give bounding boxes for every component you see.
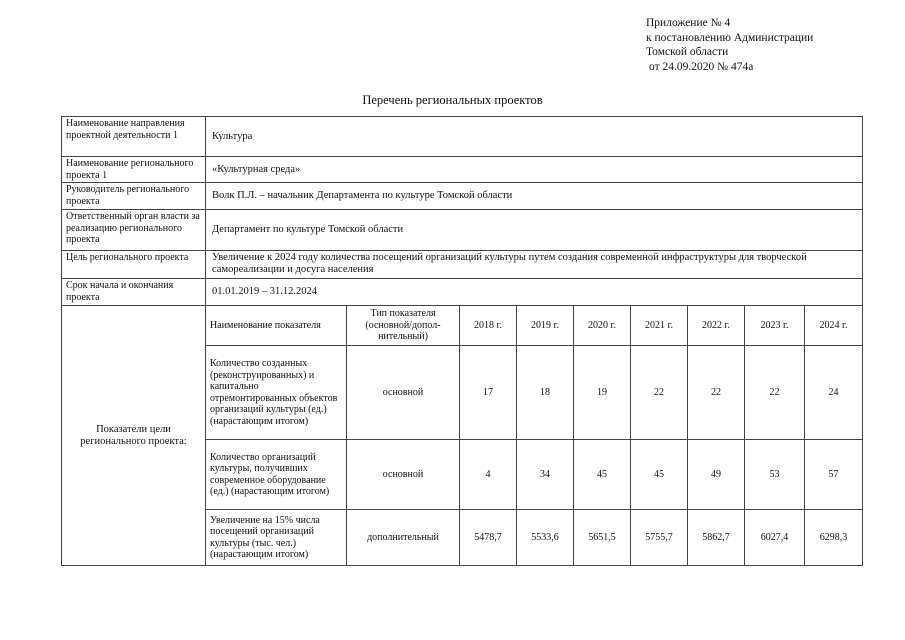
indicator-value: 17 xyxy=(460,346,517,440)
row-value: Департамент по культуре Томской области xyxy=(206,210,863,251)
indicator-value: 53 xyxy=(745,440,805,510)
indicator-name: Увеличение на 15% числа посещений организаций культуры (тыс. чел.) (нарастающим итогом) xyxy=(206,510,347,566)
row-value: Культура xyxy=(206,117,863,157)
projects-table xyxy=(61,116,863,566)
indicator-value: 34 xyxy=(517,440,574,510)
indicator-value: 22 xyxy=(745,346,805,440)
indicator-value: 5533,6 xyxy=(517,510,574,566)
indicator-value: 19 xyxy=(574,346,631,440)
row-project xyxy=(62,157,863,183)
row-authority xyxy=(62,210,863,251)
indicator-value: 45 xyxy=(574,440,631,510)
row-period xyxy=(62,279,863,306)
indicator-value: 4 xyxy=(460,440,517,510)
indicator-name: Количество организаций культуры, получивших современное оборудование (ед.) (нарастающим итогом) xyxy=(206,440,347,510)
row-label: Руководитель регионального проекта xyxy=(62,183,206,210)
row-label: Срок начала и окончания проекта xyxy=(62,279,206,306)
indicator-type: основной xyxy=(347,440,460,510)
header-year: 2020 г. xyxy=(574,306,631,346)
header-indicator-type: Тип показателя (основной/допол-нительный) xyxy=(347,306,460,346)
row-value: Волк П.Л. – начальник Департамента по культуре Томской области xyxy=(206,183,863,210)
appendix-line: Томской области xyxy=(646,46,729,58)
appendix-block xyxy=(646,16,813,74)
row-value: «Культурная среда» xyxy=(206,157,863,183)
row-label: Наименование регионального проекта 1 xyxy=(62,157,206,183)
indicator-value: 5862,7 xyxy=(688,510,745,566)
indicator-value: 45 xyxy=(631,440,688,510)
indicator-value: 22 xyxy=(688,346,745,440)
row-value: 01.01.2019 – 31.12.2024 xyxy=(206,279,863,306)
appendix-line: от 24.09.2020 № 474а xyxy=(649,60,754,73)
appendix-line: к постановлению Администрации xyxy=(646,31,814,44)
row-goal xyxy=(62,251,863,279)
indicator-value: 6298,3 xyxy=(805,510,863,566)
header-indicator-name: Наименование показателя xyxy=(206,306,347,346)
indicator-value: 49 xyxy=(688,440,745,510)
indicator-value: 24 xyxy=(805,346,863,440)
appendix-line: Приложение № 4 xyxy=(646,17,731,29)
indicator-type: основной xyxy=(347,346,460,440)
header-year: 2018 г. xyxy=(460,306,517,346)
indicator-value: 22 xyxy=(631,346,688,440)
row-value: Увеличение к 2024 году количества посещений организаций культуры путем создания современной инфраструктуры для творческой самореализации и досуга населения xyxy=(206,251,863,279)
row-label: Ответственный орган власти за реализацию регионального проекта xyxy=(62,210,206,251)
header-year: 2019 г. xyxy=(517,306,574,346)
row-label: Цель регионального проекта xyxy=(62,251,206,279)
indicator-type: дополнительный xyxy=(347,510,460,566)
header-year: 2021 г. xyxy=(631,306,688,346)
indicator-value: 57 xyxy=(805,440,863,510)
indicator-name: Количество созданных (реконструированных) и капитально отремонтированных объектов организаций культуры (ед.) (нарастающим итогом) xyxy=(206,346,347,440)
indicator-value: 5755,7 xyxy=(631,510,688,566)
indicators-header-row xyxy=(62,306,863,346)
indicator-value: 5478,7 xyxy=(460,510,517,566)
document-title: Перечень региональных проектов xyxy=(362,93,543,107)
header-year: 2024 г. xyxy=(805,306,863,346)
indicators-section-label: Показатели цели регионального проекта: xyxy=(62,306,206,566)
indicator-value: 6027,4 xyxy=(745,510,805,566)
header-year: 2023 г. xyxy=(745,306,805,346)
indicator-value: 18 xyxy=(517,346,574,440)
row-head xyxy=(62,183,863,210)
row-direction xyxy=(62,117,863,157)
indicator-value: 5651,5 xyxy=(574,510,631,566)
header-year: 2022 г. xyxy=(688,306,745,346)
row-label: Наименование направления проектной деятельности 1 xyxy=(62,117,206,157)
